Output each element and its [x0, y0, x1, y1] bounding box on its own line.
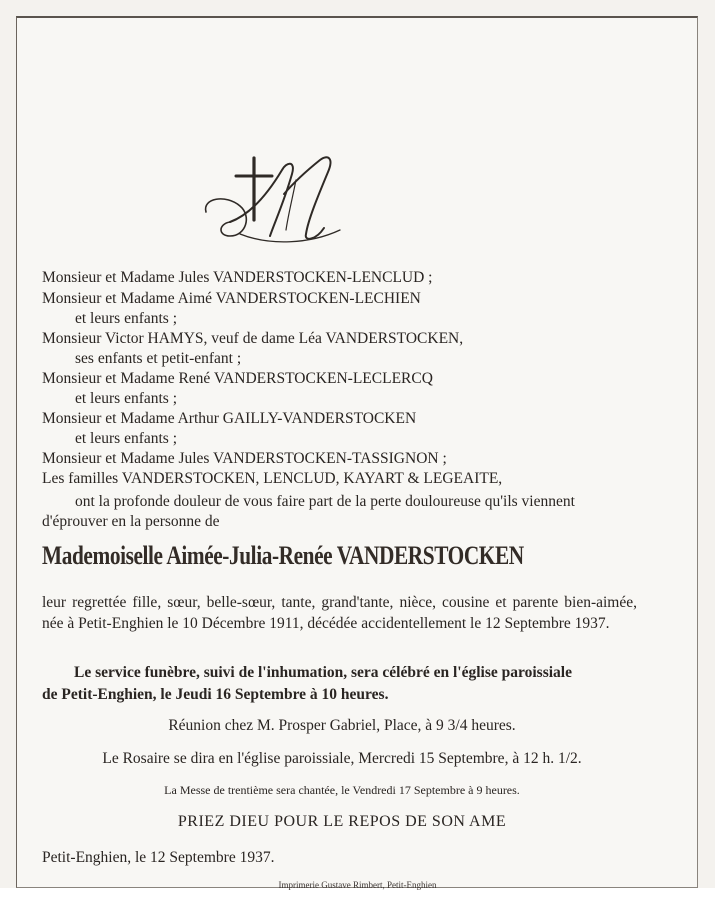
deceased-name: Mademoiselle Aimée-Julia-Renée VANDERSTOCKEN [42, 541, 524, 570]
mourner-line: Monsieur Victor HAMYS, veuf de dame Léa VANDERSTOCKEN, [42, 330, 464, 347]
messe-line: La Messe de trentième sera chantée, le Vendredi 17 Septembre à 9 heures. [164, 783, 520, 797]
mourner-line: Monsieur et Madame René VANDERSTOCKEN-LECLERCQ [42, 370, 433, 387]
cross-monogram-icon [200, 150, 360, 250]
mourner-line: Monsieur et Madame Arthur GAILLY-VANDERSTOCKEN [42, 410, 417, 427]
printer-imprint: Imprimerie Gustave Rimbert, Petit-Enghien [278, 880, 437, 890]
mourner-line: Monsieur et Madame Jules VANDERSTOCKEN-LENCLUD ; [42, 269, 433, 286]
mourner-line: et leurs enfants ; [75, 390, 178, 407]
mourner-line: ses enfants et petit-enfant ; [75, 350, 242, 367]
page-bottom-strip [0, 888, 715, 911]
announcement-line: ont la profonde douleur de vous faire part de la perte douloureuse qu'ils viennent [75, 493, 575, 510]
service-line: de Petit-Enghien, le Jeudi 16 Septembre à 10 heures. [42, 686, 389, 703]
mourner-line: et leurs enfants ; [75, 430, 178, 447]
rosaire-line: Le Rosaire se dira en l'église paroissiale, Mercredi 15 Septembre, à 12 h. 1/2. [102, 750, 582, 767]
mourner-line: et leurs enfants ; [75, 310, 178, 327]
place-date: Petit-Enghien, le 12 Septembre 1937. [42, 849, 275, 866]
mourner-line: Monsieur et Madame Aimé VANDERSTOCKEN-LECHIEN [42, 290, 421, 307]
prayer-line: PRIEZ DIEU POUR LE REPOS DE SON AME [177, 813, 507, 830]
funeral-service-notice [42, 662, 642, 706]
mourner-line: Monsieur et Madame Jules VANDERSTOCKEN-TASSIGNON ; [42, 450, 447, 467]
announcement-line: d'éprouver en la personne de [42, 513, 220, 530]
relations-paragraph: leur regrettée fille, sœur, belle-sœur, tante, grand'tante, nièce, cousine et parente bien-aimée, née à Petit-Enghien le 10 Décembre 1911, décédée accidentellement le 12 Septembre 1937. [42, 594, 637, 632]
reunion-line: Réunion chez M. Prosper Gabriel, Place, à 9 3/4 heures. [168, 717, 516, 734]
service-line: Le service funèbre, suivi de l'inhumation, sera célébré en l'église paroissiale [74, 664, 572, 681]
mourner-line: Les familles VANDERSTOCKEN, LENCLUD, KAYART & LEGEAITE, [42, 470, 503, 487]
